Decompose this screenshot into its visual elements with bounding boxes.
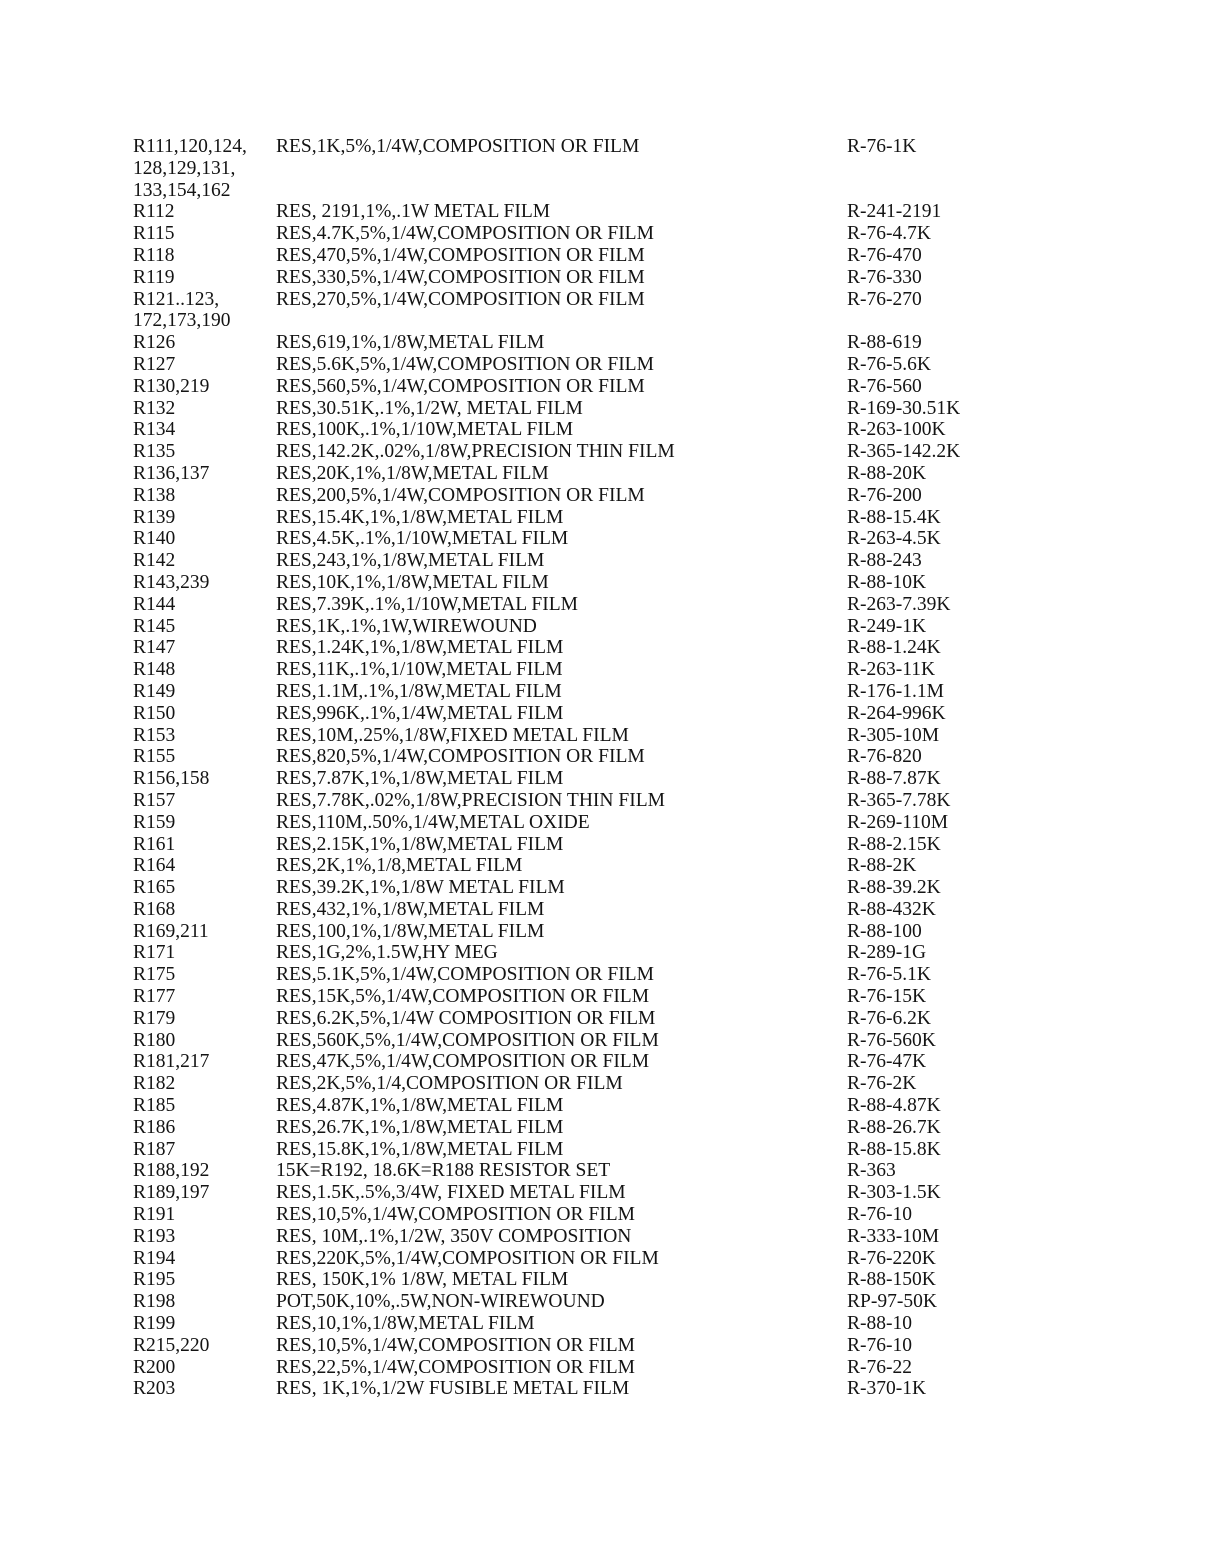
circuit-designation-line: R144 <box>133 593 176 615</box>
circuit-designation-line: R215,220 <box>133 1334 210 1356</box>
circuit-designation <box>133 1051 273 1073</box>
part-number: R-76-15K <box>847 986 927 1008</box>
circuit-designation-line: R161 <box>133 833 176 855</box>
parts-row <box>0 637 1224 659</box>
circuit-designation-line: R132 <box>133 397 176 419</box>
parts-row <box>0 1095 1224 1117</box>
circuit-designation-line: 172,173,190 <box>133 310 231 332</box>
parts-row <box>0 659 1224 681</box>
part-number: R-76-10 <box>847 1204 912 1226</box>
parts-row <box>0 1313 1224 1335</box>
parts-row <box>0 572 1224 594</box>
part-number: R-76-820 <box>847 746 922 768</box>
circuit-designation-line: R185 <box>133 1095 176 1117</box>
parts-row <box>0 616 1224 638</box>
circuit-designation <box>133 267 273 289</box>
part-description: RES,100K,.1%,1/10W,METAL FILM <box>276 419 574 441</box>
part-number: R-76-5.6K <box>847 353 931 375</box>
circuit-designation <box>133 485 273 507</box>
parts-row <box>0 681 1224 703</box>
part-description: RES,10,5%,1/4W,COMPOSITION OR FILM <box>276 1334 635 1356</box>
parts-row <box>0 528 1224 550</box>
part-number: R-88-1.24K <box>847 637 941 659</box>
part-description: RES,10M,.25%,1/8W,FIXED METAL FILM <box>276 724 629 746</box>
part-description: RES,4.7K,5%,1/4W,COMPOSITION OR FILM <box>276 223 654 245</box>
part-number: R-76-22 <box>847 1356 912 1378</box>
circuit-designation-line: R203 <box>133 1378 176 1400</box>
part-number: R-370-1K <box>847 1378 927 1400</box>
circuit-designation <box>133 1269 273 1291</box>
circuit-designation-line: R118 <box>133 244 175 266</box>
circuit-designation <box>133 1117 273 1139</box>
circuit-designation-line: R139 <box>133 506 176 528</box>
part-number: R-76-4.7K <box>847 223 931 245</box>
part-number: R-249-1K <box>847 615 927 637</box>
circuit-designation <box>133 942 273 964</box>
circuit-designation <box>133 964 273 986</box>
part-number: R-333-10M <box>847 1225 940 1247</box>
part-number: R-76-47K <box>847 1051 927 1073</box>
part-description: RES,1.1M,.1%,1/8W,METAL FILM <box>276 680 562 702</box>
parts-row <box>0 1357 1224 1379</box>
circuit-designation-line: R182 <box>133 1073 176 1095</box>
parts-row <box>0 419 1224 441</box>
part-description: RES, 10M,.1%,1/2W, 350V COMPOSITION <box>276 1225 632 1247</box>
part-number: RP-97-50K <box>847 1291 937 1313</box>
part-number: R-88-100 <box>847 920 922 942</box>
parts-row <box>0 942 1224 964</box>
part-description: RES,10K,1%,1/8W,METAL FILM <box>276 571 549 593</box>
parts-row <box>0 1160 1224 1182</box>
circuit-designation <box>133 376 273 398</box>
parts-row <box>0 594 1224 616</box>
parts-row <box>0 1291 1224 1313</box>
circuit-designation-line: R177 <box>133 986 176 1008</box>
part-description: RES,20K,1%,1/8W,METAL FILM <box>276 462 549 484</box>
part-description: RES,220K,5%,1/4W,COMPOSITION OR FILM <box>276 1247 659 1269</box>
circuit-designation-line: R126 <box>133 332 176 354</box>
circuit-designation <box>133 419 273 441</box>
parts-row <box>0 855 1224 877</box>
circuit-designation-line: R189,197 <box>133 1182 210 1204</box>
part-description: RES,7.87K,1%,1/8W,METAL FILM <box>276 768 564 790</box>
parts-row <box>0 1378 1224 1400</box>
parts-row <box>0 1204 1224 1226</box>
circuit-designation-line: R187 <box>133 1138 176 1160</box>
part-number: R-241-2191 <box>847 201 942 223</box>
circuit-designation-line: R199 <box>133 1313 176 1335</box>
part-number: R-76-470 <box>847 244 922 266</box>
part-number: R-76-1K <box>847 136 917 157</box>
parts-row <box>0 289 1224 333</box>
parts-row <box>0 376 1224 398</box>
circuit-designation <box>133 332 273 354</box>
part-description: RES,4.87K,1%,1/8W,METAL FILM <box>276 1095 564 1117</box>
part-description: RES,200,5%,1/4W,COMPOSITION OR FILM <box>276 484 645 506</box>
circuit-designation <box>133 572 273 594</box>
part-description: RES,47K,5%,1/4W,COMPOSITION OR FILM <box>276 1051 650 1073</box>
part-number: R-365-142.2K <box>847 441 961 463</box>
part-description: RES,6.2K,5%,1/4W COMPOSITION OR FILM <box>276 1007 656 1029</box>
circuit-designation-line: R198 <box>133 1291 176 1313</box>
part-number: R-88-243 <box>847 550 922 572</box>
parts-row <box>0 441 1224 463</box>
circuit-designation <box>133 1182 273 1204</box>
circuit-designation-line: R149 <box>133 680 176 702</box>
part-number: R-88-2.15K <box>847 833 941 855</box>
part-description: RES,10,1%,1/8W,METAL FILM <box>276 1313 535 1335</box>
circuit-designation <box>133 550 273 572</box>
circuit-designation <box>133 201 273 223</box>
part-number: R-76-2K <box>847 1073 917 1095</box>
circuit-designation <box>133 746 273 768</box>
circuit-designation <box>133 1073 273 1095</box>
part-number: R-88-4.87K <box>847 1095 941 1117</box>
parts-row <box>0 201 1224 223</box>
circuit-designation-line: R148 <box>133 659 176 681</box>
parts-row <box>0 877 1224 899</box>
circuit-designation-line: R156,158 <box>133 768 210 790</box>
circuit-designation <box>133 289 273 333</box>
part-description: RES,1.5K,.5%,3/4W, FIXED METAL FILM <box>276 1182 626 1204</box>
circuit-designation-line: R153 <box>133 724 176 746</box>
circuit-designation-line: R169,211 <box>133 920 209 942</box>
parts-row <box>0 1139 1224 1161</box>
parts-row <box>0 834 1224 856</box>
circuit-designation <box>133 398 273 420</box>
circuit-designation-line: R175 <box>133 964 176 986</box>
part-number: R-76-220K <box>847 1247 936 1269</box>
part-number: R-88-432K <box>847 898 936 920</box>
part-description: RES,432,1%,1/8W,METAL FILM <box>276 898 545 920</box>
circuit-designation-line: R171 <box>133 942 176 964</box>
circuit-designation <box>133 681 273 703</box>
part-description: RES,100,1%,1/8W,METAL FILM <box>276 920 545 942</box>
part-description: POT,50K,10%,.5W,NON-WIREWOUND <box>276 1291 605 1313</box>
circuit-designation <box>133 136 273 201</box>
part-number: R-88-150K <box>847 1269 936 1291</box>
part-description: RES,1.24K,1%,1/8W,METAL FILM <box>276 637 564 659</box>
circuit-designation-line: R165 <box>133 877 176 899</box>
parts-row <box>0 768 1224 790</box>
part-number: R-76-270 <box>847 288 922 310</box>
part-number: R-263-7.39K <box>847 593 951 615</box>
parts-row <box>0 725 1224 747</box>
part-number: R-289-1G <box>847 942 927 964</box>
circuit-designation <box>133 463 273 485</box>
part-description: RES,15.4K,1%,1/8W,METAL FILM <box>276 506 564 528</box>
parts-row <box>0 354 1224 376</box>
circuit-designation <box>133 1378 273 1400</box>
circuit-designation <box>133 855 273 877</box>
part-description: RES,820,5%,1/4W,COMPOSITION OR FILM <box>276 746 645 768</box>
part-number: R-88-15.4K <box>847 506 941 528</box>
part-number: R-88-10 <box>847 1313 912 1335</box>
part-description: RES,330,5%,1/4W,COMPOSITION OR FILM <box>276 266 645 288</box>
parts-row <box>0 790 1224 812</box>
part-description: RES,1K,.1%,1W,WIREWOUND <box>276 615 537 637</box>
parts-row <box>0 463 1224 485</box>
part-description: RES,560,5%,1/4W,COMPOSITION OR FILM <box>276 375 645 397</box>
part-number: R-88-39.2K <box>847 877 941 899</box>
circuit-designation <box>133 1226 273 1248</box>
circuit-designation <box>133 834 273 856</box>
parts-row <box>0 1008 1224 1030</box>
circuit-designation-line: R179 <box>133 1007 176 1029</box>
circuit-designation <box>133 790 273 812</box>
circuit-designation <box>133 899 273 921</box>
part-description: RES,39.2K,1%,1/8W METAL FILM <box>276 877 565 899</box>
circuit-designation-line: R127 <box>133 353 176 375</box>
parts-row <box>0 1073 1224 1095</box>
circuit-designation-line: R134 <box>133 419 176 441</box>
parts-row <box>0 1051 1224 1073</box>
part-description: RES,7.78K,.02%,1/8W,PRECISION THIN FILM <box>276 789 665 811</box>
circuit-designation-line: R195 <box>133 1269 176 1291</box>
parts-row <box>0 136 1224 201</box>
circuit-designation <box>133 1248 273 1270</box>
parts-row <box>0 485 1224 507</box>
circuit-designation <box>133 877 273 899</box>
part-description: RES,4.5K,.1%,1/10W,METAL FILM <box>276 528 569 550</box>
circuit-designation <box>133 1291 273 1313</box>
part-number: R-263-4.5K <box>847 528 941 550</box>
circuit-designation-line: R157 <box>133 789 176 811</box>
part-description: RES,110M,.50%,1/4W,METAL OXIDE <box>276 811 590 833</box>
part-number: R-88-7.87K <box>847 768 941 790</box>
circuit-designation-line: R200 <box>133 1356 176 1378</box>
parts-row <box>0 332 1224 354</box>
part-description: RES,142.2K,.02%,1/8W,PRECISION THIN FILM <box>276 441 675 463</box>
circuit-designation-line: R193 <box>133 1225 176 1247</box>
part-description: RES,243,1%,1/8W,METAL FILM <box>276 550 545 572</box>
part-number: R-365-7.78K <box>847 789 951 811</box>
part-description: RES,996K,.1%,1/4W,METAL FILM <box>276 702 564 724</box>
part-number: R-263-11K <box>847 659 936 681</box>
parts-row <box>0 398 1224 420</box>
part-description: RES,1K,5%,1/4W,COMPOSITION OR FILM <box>276 136 640 157</box>
circuit-designation <box>133 594 273 616</box>
part-number: R-76-560K <box>847 1029 936 1051</box>
parts-row <box>0 812 1224 834</box>
part-number: R-88-10K <box>847 571 927 593</box>
part-description: RES,470,5%,1/4W,COMPOSITION OR FILM <box>276 244 645 266</box>
circuit-designation-line: R135 <box>133 441 176 463</box>
circuit-designation <box>133 245 273 267</box>
parts-row <box>0 1269 1224 1291</box>
circuit-designation <box>133 768 273 790</box>
circuit-designation-line: R130,219 <box>133 375 210 397</box>
part-description: RES,1G,2%,1.5W,HY MEG <box>276 942 498 964</box>
part-description: RES,7.39K,.1%,1/10W,METAL FILM <box>276 593 578 615</box>
part-description: RES, 150K,1% 1/8W, METAL FILM <box>276 1269 569 1291</box>
part-number: R-263-100K <box>847 419 946 441</box>
parts-row <box>0 267 1224 289</box>
circuit-designation <box>133 1095 273 1117</box>
part-number: R-76-560 <box>847 375 922 397</box>
circuit-designation-line: R136,137 <box>133 462 210 484</box>
parts-row <box>0 1226 1224 1248</box>
circuit-designation <box>133 1204 273 1226</box>
circuit-designation <box>133 1357 273 1379</box>
parts-row <box>0 899 1224 921</box>
parts-row <box>0 1030 1224 1052</box>
circuit-designation <box>133 1335 273 1357</box>
circuit-designation-line: R150 <box>133 702 176 724</box>
circuit-designation-line: R112 <box>133 201 175 223</box>
part-number: R-264-996K <box>847 702 946 724</box>
parts-row <box>0 1335 1224 1357</box>
circuit-designation-line: R159 <box>133 811 176 833</box>
part-description: RES,5.6K,5%,1/4W,COMPOSITION OR FILM <box>276 353 654 375</box>
circuit-designation-line: R138 <box>133 484 176 506</box>
part-description: RES,26.7K,1%,1/8W,METAL FILM <box>276 1116 564 1138</box>
circuit-designation-line: R145 <box>133 615 176 637</box>
parts-row <box>0 223 1224 245</box>
circuit-designation-line: R188,192 <box>133 1160 210 1182</box>
circuit-designation-line: R194 <box>133 1247 176 1269</box>
circuit-designation-line: 128,129,131, <box>133 157 236 179</box>
parts-row <box>0 507 1224 529</box>
part-description: RES, 1K,1%,1/2W FUSIBLE METAL FILM <box>276 1378 630 1400</box>
circuit-designation-line: R181,217 <box>133 1051 210 1073</box>
part-number: R-88-15.8K <box>847 1138 941 1160</box>
circuit-designation <box>133 507 273 529</box>
parts-row <box>0 245 1224 267</box>
part-number: R-76-330 <box>847 266 922 288</box>
circuit-designation <box>133 703 273 725</box>
circuit-designation-line: R164 <box>133 855 176 877</box>
parts-list <box>0 136 1224 1400</box>
circuit-designation <box>133 812 273 834</box>
circuit-designation-line: R140 <box>133 528 176 550</box>
circuit-designation-line: R111,120,124, <box>133 136 247 157</box>
part-description: RES,270,5%,1/4W,COMPOSITION OR FILM <box>276 288 645 310</box>
part-description: RES, 2191,1%,.1W METAL FILM <box>276 201 551 223</box>
part-description: RES,22,5%,1/4W,COMPOSITION OR FILM <box>276 1356 635 1378</box>
part-number: R-176-1.1M <box>847 680 944 702</box>
part-description: RES,11K,.1%,1/10W,METAL FILM <box>276 659 563 681</box>
part-number: R-76-6.2K <box>847 1007 931 1029</box>
part-description: RES,10,5%,1/4W,COMPOSITION OR FILM <box>276 1204 635 1226</box>
parts-row <box>0 1248 1224 1270</box>
part-number: R-76-10 <box>847 1334 912 1356</box>
circuit-designation-line: R119 <box>133 266 175 288</box>
part-description: RES,15.8K,1%,1/8W,METAL FILM <box>276 1138 564 1160</box>
part-number: R-363 <box>847 1160 896 1182</box>
part-description: RES,2.15K,1%,1/8W,METAL FILM <box>276 833 564 855</box>
circuit-designation-line: R121..123, <box>133 288 220 310</box>
part-number: R-88-20K <box>847 462 927 484</box>
circuit-designation-line: R168 <box>133 898 176 920</box>
circuit-designation-line: R191 <box>133 1204 176 1226</box>
circuit-designation <box>133 354 273 376</box>
circuit-designation-line: R143,239 <box>133 571 210 593</box>
circuit-designation-line: 133,154,162 <box>133 179 231 201</box>
circuit-designation <box>133 659 273 681</box>
circuit-designation <box>133 637 273 659</box>
part-description: RES,2K,5%,1/4,COMPOSITION OR FILM <box>276 1073 623 1095</box>
part-description: RES,5.1K,5%,1/4W,COMPOSITION OR FILM <box>276 964 654 986</box>
part-description: RES,619,1%,1/8W,METAL FILM <box>276 332 545 354</box>
circuit-designation <box>133 986 273 1008</box>
circuit-designation-line: R115 <box>133 223 175 245</box>
part-number: R-88-26.7K <box>847 1116 941 1138</box>
circuit-designation <box>133 1030 273 1052</box>
circuit-designation <box>133 1139 273 1161</box>
circuit-designation-line: R147 <box>133 637 176 659</box>
circuit-designation-line: R142 <box>133 550 176 572</box>
part-number: R-76-5.1K <box>847 964 931 986</box>
parts-row <box>0 1182 1224 1204</box>
part-number: R-269-110M <box>847 811 949 833</box>
part-number: R-169-30.51K <box>847 397 961 419</box>
circuit-designation <box>133 616 273 638</box>
circuit-designation <box>133 441 273 463</box>
parts-row <box>0 703 1224 725</box>
circuit-designation <box>133 921 273 943</box>
part-description: RES,15K,5%,1/4W,COMPOSITION OR FILM <box>276 986 650 1008</box>
part-description: RES,2K,1%,1/8,METAL FILM <box>276 855 523 877</box>
parts-row <box>0 746 1224 768</box>
parts-row <box>0 921 1224 943</box>
parts-row <box>0 964 1224 986</box>
part-number: R-305-10M <box>847 724 940 746</box>
parts-row <box>0 550 1224 572</box>
circuit-designation <box>133 1160 273 1182</box>
part-number: R-88-619 <box>847 332 922 354</box>
part-description: RES,30.51K,.1%,1/2W, METAL FILM <box>276 397 583 419</box>
part-number: R-303-1.5K <box>847 1182 941 1204</box>
parts-row <box>0 1117 1224 1139</box>
part-number: R-88-2K <box>847 855 917 877</box>
part-description: 15K=R192, 18.6K=R188 RESISTOR SET <box>276 1160 611 1182</box>
circuit-designation-line: R180 <box>133 1029 176 1051</box>
part-description: RES,560K,5%,1/4W,COMPOSITION OR FILM <box>276 1029 659 1051</box>
circuit-designation-line: R186 <box>133 1116 176 1138</box>
parts-row <box>0 986 1224 1008</box>
circuit-designation <box>133 1313 273 1335</box>
circuit-designation <box>133 223 273 245</box>
circuit-designation <box>133 725 273 747</box>
circuit-designation <box>133 528 273 550</box>
circuit-designation <box>133 1008 273 1030</box>
part-number: R-76-200 <box>847 484 922 506</box>
circuit-designation-line: R155 <box>133 746 176 768</box>
